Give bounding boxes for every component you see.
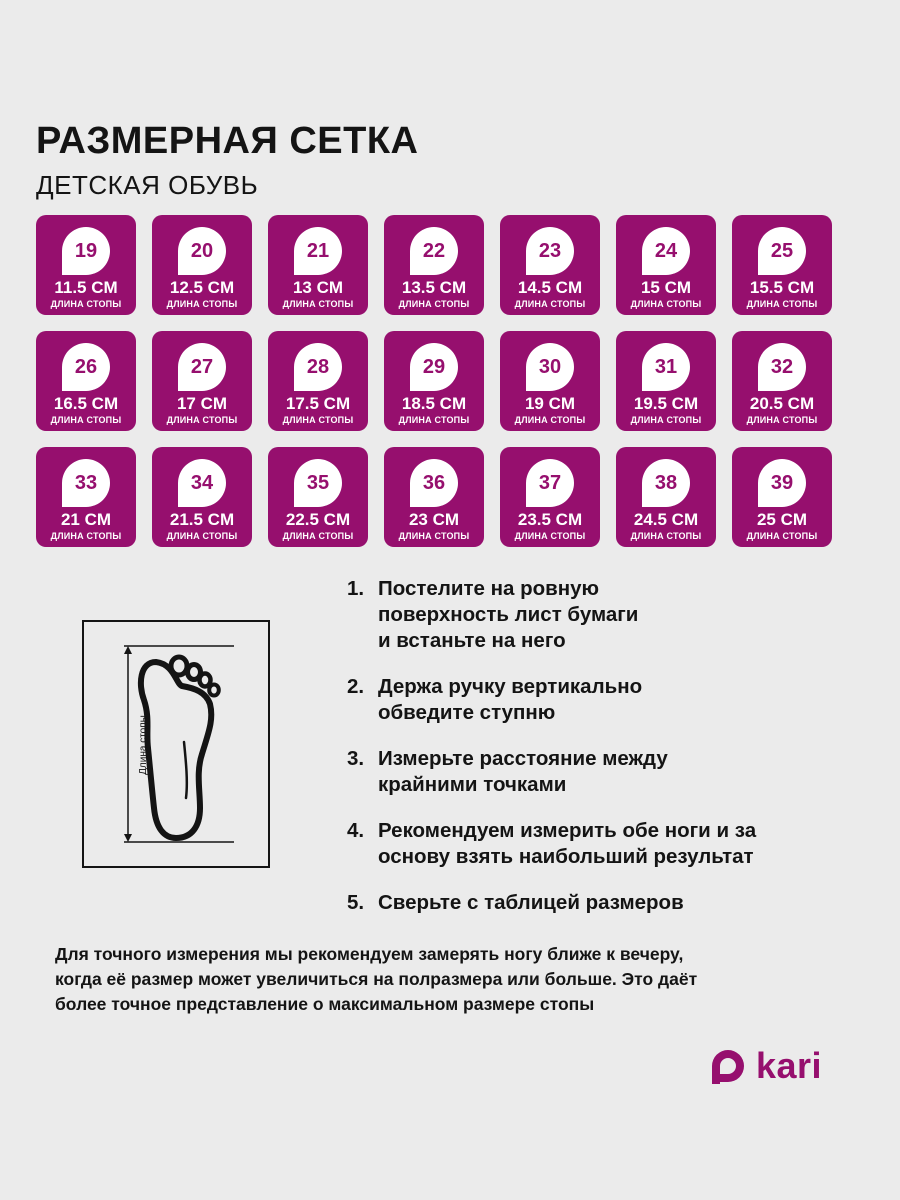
size-number: 32 xyxy=(770,355,794,378)
size-card xyxy=(384,331,484,431)
size-bubble-icon xyxy=(410,227,458,275)
size-card xyxy=(36,447,136,547)
foot-length-value: 15.5 CM xyxy=(749,278,815,297)
foot-length-caption: ДЛИНА СТОПЫ xyxy=(514,415,586,425)
size-card xyxy=(36,331,136,431)
foot-length-value: 22.5 CM xyxy=(285,510,351,529)
foot-length-value: 16.5 CM xyxy=(53,394,119,413)
foot-length-caption: ДЛИНА СТОПЫ xyxy=(398,531,470,541)
foot-length-caption: ДЛИНА СТОПЫ xyxy=(50,531,122,541)
foot-length-value: 23.5 CM xyxy=(517,510,583,529)
size-bubble-icon xyxy=(62,459,110,507)
size-card xyxy=(732,447,832,547)
instruction-step xyxy=(347,746,867,798)
instruction-step xyxy=(347,576,867,654)
foot-length-label: Длина стопы xyxy=(138,715,149,775)
size-bubble-icon xyxy=(294,343,342,391)
foot-length-value: 24.5 CM xyxy=(633,510,699,529)
size-number: 21 xyxy=(306,239,330,262)
size-bubble-icon xyxy=(758,227,806,275)
foot-length-caption: ДЛИНА СТОПЫ xyxy=(398,299,470,309)
size-card xyxy=(268,215,368,315)
foot-length-caption: ДЛИНА СТОПЫ xyxy=(50,299,122,309)
instruction-step xyxy=(347,818,867,870)
foot-length-caption: ДЛИНА СТОПЫ xyxy=(630,299,702,309)
step-text: Постелите на ровную поверхность лист бумаги и встаньте на него xyxy=(378,577,639,652)
foot-length-value: 12.5 CM xyxy=(169,278,235,297)
step-number: 4. xyxy=(347,819,365,842)
size-bubble-icon xyxy=(294,459,342,507)
size-bubble-icon xyxy=(178,343,226,391)
size-bubble-icon xyxy=(178,227,226,275)
size-number: 20 xyxy=(190,239,214,262)
size-card xyxy=(268,331,368,431)
size-card xyxy=(500,331,600,431)
size-number: 31 xyxy=(654,355,678,378)
step-text: Измерьте расстояние между крайними точками xyxy=(378,747,668,796)
size-number: 34 xyxy=(190,471,214,494)
foot-length-caption: ДЛИНА СТОПЫ xyxy=(166,299,238,309)
size-bubble-icon xyxy=(758,459,806,507)
page-subtitle: ДЕТСКАЯ ОБУВЬ xyxy=(36,170,259,200)
foot-length-value: 17 CM xyxy=(176,394,228,413)
step-text: Держа ручку вертикально обведите ступню xyxy=(378,675,643,724)
size-card xyxy=(152,331,252,431)
size-number: 24 xyxy=(654,239,678,262)
foot-length-value: 14.5 CM xyxy=(517,278,583,297)
foot-length-caption: ДЛИНА СТОПЫ xyxy=(166,415,238,425)
size-number: 28 xyxy=(306,355,330,378)
size-number: 26 xyxy=(74,355,98,378)
foot-length-caption: ДЛИНА СТОПЫ xyxy=(166,531,238,541)
step-number: 5. xyxy=(347,891,365,914)
foot-length-value: 13 CM xyxy=(292,278,344,297)
size-card xyxy=(616,447,716,547)
size-number: 36 xyxy=(422,471,446,494)
instructions-list xyxy=(347,576,867,936)
size-bubble-icon xyxy=(526,459,574,507)
foot-length-value: 21 CM xyxy=(60,510,112,529)
foot-length-value: 15 CM xyxy=(640,278,692,297)
foot-length-value: 23 CM xyxy=(408,510,460,529)
foot-length-caption: ДЛИНА СТОПЫ xyxy=(514,299,586,309)
step-number: 2. xyxy=(347,675,365,698)
foot-length-value: 19 CM xyxy=(524,394,576,413)
foot-length-caption: ДЛИНА СТОПЫ xyxy=(630,415,702,425)
kari-mark-icon xyxy=(708,1046,752,1086)
size-bubble-icon xyxy=(526,227,574,275)
size-bubble-icon xyxy=(62,227,110,275)
foot-length-value: 20.5 CM xyxy=(749,394,815,413)
instruction-step xyxy=(347,890,867,916)
size-card xyxy=(500,447,600,547)
step-text: Рекомендуем измерить обе ноги и за основу взять наибольший результат xyxy=(378,819,757,868)
foot-length-caption: ДЛИНА СТОПЫ xyxy=(398,415,470,425)
foot-length-caption: ДЛИНА СТОПЫ xyxy=(282,299,354,309)
size-bubble-icon xyxy=(178,459,226,507)
foot-outline-icon xyxy=(84,622,268,866)
size-bubble-icon xyxy=(642,227,690,275)
size-card xyxy=(268,447,368,547)
size-number: 23 xyxy=(538,239,562,262)
size-card xyxy=(616,331,716,431)
foot-length-caption: ДЛИНА СТОПЫ xyxy=(746,531,818,541)
foot-length-caption: ДЛИНА СТОПЫ xyxy=(50,415,122,425)
size-number: 35 xyxy=(306,471,330,494)
size-bubble-icon xyxy=(758,343,806,391)
size-number: 27 xyxy=(190,355,214,378)
foot-length-caption: ДЛИНА СТОПЫ xyxy=(282,531,354,541)
foot-length-value: 13.5 CM xyxy=(401,278,467,297)
size-number: 39 xyxy=(770,471,794,494)
brand-logo xyxy=(708,1046,822,1086)
step-number: 3. xyxy=(347,747,365,770)
size-number: 29 xyxy=(422,355,446,378)
foot-length-value: 25 CM xyxy=(756,510,808,529)
size-bubble-icon xyxy=(294,227,342,275)
measurement-note: Для точного измерения мы рекомендуем замерять ногу ближе к вечеру, когда её размер может увеличиться на полразмера или больше. Это даёт более точное представление о максимальном размере стопы xyxy=(55,944,698,1014)
size-card xyxy=(152,447,252,547)
foot-length-value: 19.5 CM xyxy=(633,394,699,413)
foot-length-value: 21.5 CM xyxy=(169,510,235,529)
foot-length-value: 18.5 CM xyxy=(401,394,467,413)
size-bubble-icon xyxy=(410,459,458,507)
size-card xyxy=(732,215,832,315)
size-number: 19 xyxy=(74,239,98,262)
foot-length-caption: ДЛИНА СТОПЫ xyxy=(746,415,818,425)
instruction-step xyxy=(347,674,867,726)
size-card xyxy=(500,215,600,315)
size-number: 30 xyxy=(538,355,562,378)
size-number: 25 xyxy=(770,239,794,262)
size-bubble-icon xyxy=(642,459,690,507)
page-title: РАЗМЕРНАЯ СЕТКА xyxy=(36,120,419,162)
size-card xyxy=(36,215,136,315)
size-bubble-icon xyxy=(62,343,110,391)
size-number: 22 xyxy=(422,239,446,262)
size-card xyxy=(732,331,832,431)
size-card xyxy=(152,215,252,315)
size-bubble-icon xyxy=(410,343,458,391)
step-number: 1. xyxy=(347,577,365,600)
size-card xyxy=(616,215,716,315)
foot-length-caption: ДЛИНА СТОПЫ xyxy=(746,299,818,309)
size-bubble-icon xyxy=(642,343,690,391)
foot-length-value: 17.5 CM xyxy=(285,394,351,413)
foot-length-caption: ДЛИНА СТОПЫ xyxy=(282,415,354,425)
step-text: Сверьте с таблицей размеров xyxy=(378,891,684,914)
size-number: 33 xyxy=(74,471,98,494)
foot-measure-illustration xyxy=(82,620,270,868)
size-number: 38 xyxy=(654,471,678,494)
size-number: 37 xyxy=(538,471,562,494)
foot-length-value: 11.5 CM xyxy=(54,278,118,297)
size-grid xyxy=(36,215,832,547)
foot-length-caption: ДЛИНА СТОПЫ xyxy=(514,531,586,541)
brand-wordmark: kari xyxy=(756,1045,823,1086)
size-bubble-icon xyxy=(526,343,574,391)
size-card xyxy=(384,215,484,315)
size-card xyxy=(384,447,484,547)
foot-length-caption: ДЛИНА СТОПЫ xyxy=(630,531,702,541)
